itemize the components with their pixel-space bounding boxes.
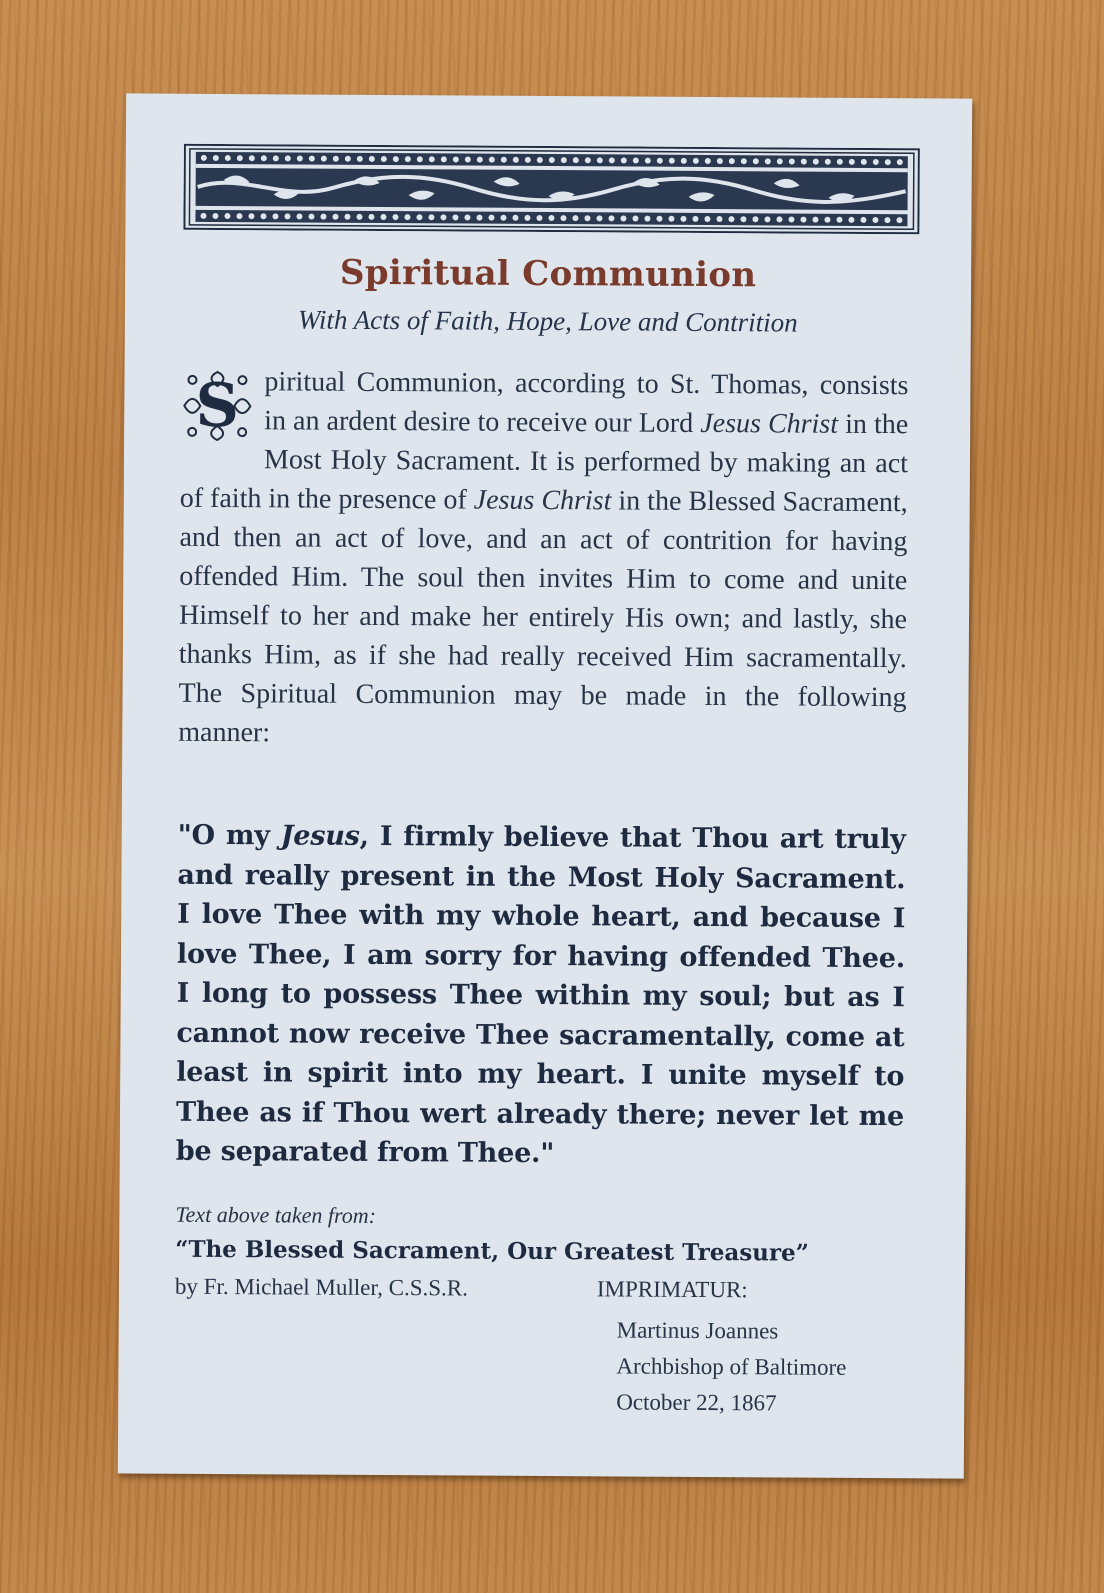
card-subtitle: With Acts of Faith, Hope, Love and Contrition	[297, 304, 798, 338]
author-line: by Fr. Michael Muller, C.S.S.R.	[174, 1273, 468, 1301]
intro-emphasis: Jesus Christ	[700, 407, 839, 440]
intro-emphasis: Jesus Christ	[473, 484, 612, 517]
prayer-text: "O my	[177, 819, 281, 852]
imprimatur-block	[616, 1312, 847, 1421]
card-title: Spiritual Communion	[339, 252, 757, 296]
imprimatur-name: Martinus Joannes	[616, 1317, 779, 1344]
prayer-paragraph	[176, 816, 906, 1176]
vine-ornament-banner-icon	[183, 144, 920, 234]
book-title: “The Blessed Sacrament, Our Greatest Treasure”	[175, 1235, 810, 1267]
prayer-card	[118, 93, 972, 1478]
source-note: Text above taken from:	[175, 1201, 377, 1228]
prayer-text: , I firmly believe that Thou art truly and really present in the Most Holy Sacrament. I love Thee with my whole heart, and because I love Thee, I am sorry for having offended Thee. I long to possess Thee within my soul; but as I cannot now receive Thee sacramentally, come at least in spirit into my heart. I unite myself to Thee as if Thou wert already there; never let me be separated from Thee."	[175, 820, 906, 1170]
dropcap-letter: S	[195, 370, 240, 442]
intro-text: piritual Communion, according to St. Thomas, consists in an ardent desire to receive our Lord	[264, 366, 909, 439]
intro-text: in the Blessed Sacrament, and then an act of love, and an act of contrition for having offended Him. The soul then invites Him to come and unite Himself to her and make her entirely His own; and lastly, she thanks Him, as if she had really received Him sacramentally. The Spiritual Communion may be made in the following manner:	[178, 485, 908, 749]
dropcap	[178, 368, 256, 444]
intro-paragraph	[178, 362, 908, 756]
intro-text: in the Most Holy Sacrament. It is performed by making an act of faith in the presence of	[179, 408, 909, 516]
imprimatur-label: IMPRIMATUR:	[596, 1276, 748, 1303]
imprimatur-office: Archbishop of Baltimore	[616, 1353, 847, 1380]
prayer-emphasis: Jesus	[280, 820, 360, 852]
imprimatur-date: October 22, 1867	[616, 1389, 777, 1416]
